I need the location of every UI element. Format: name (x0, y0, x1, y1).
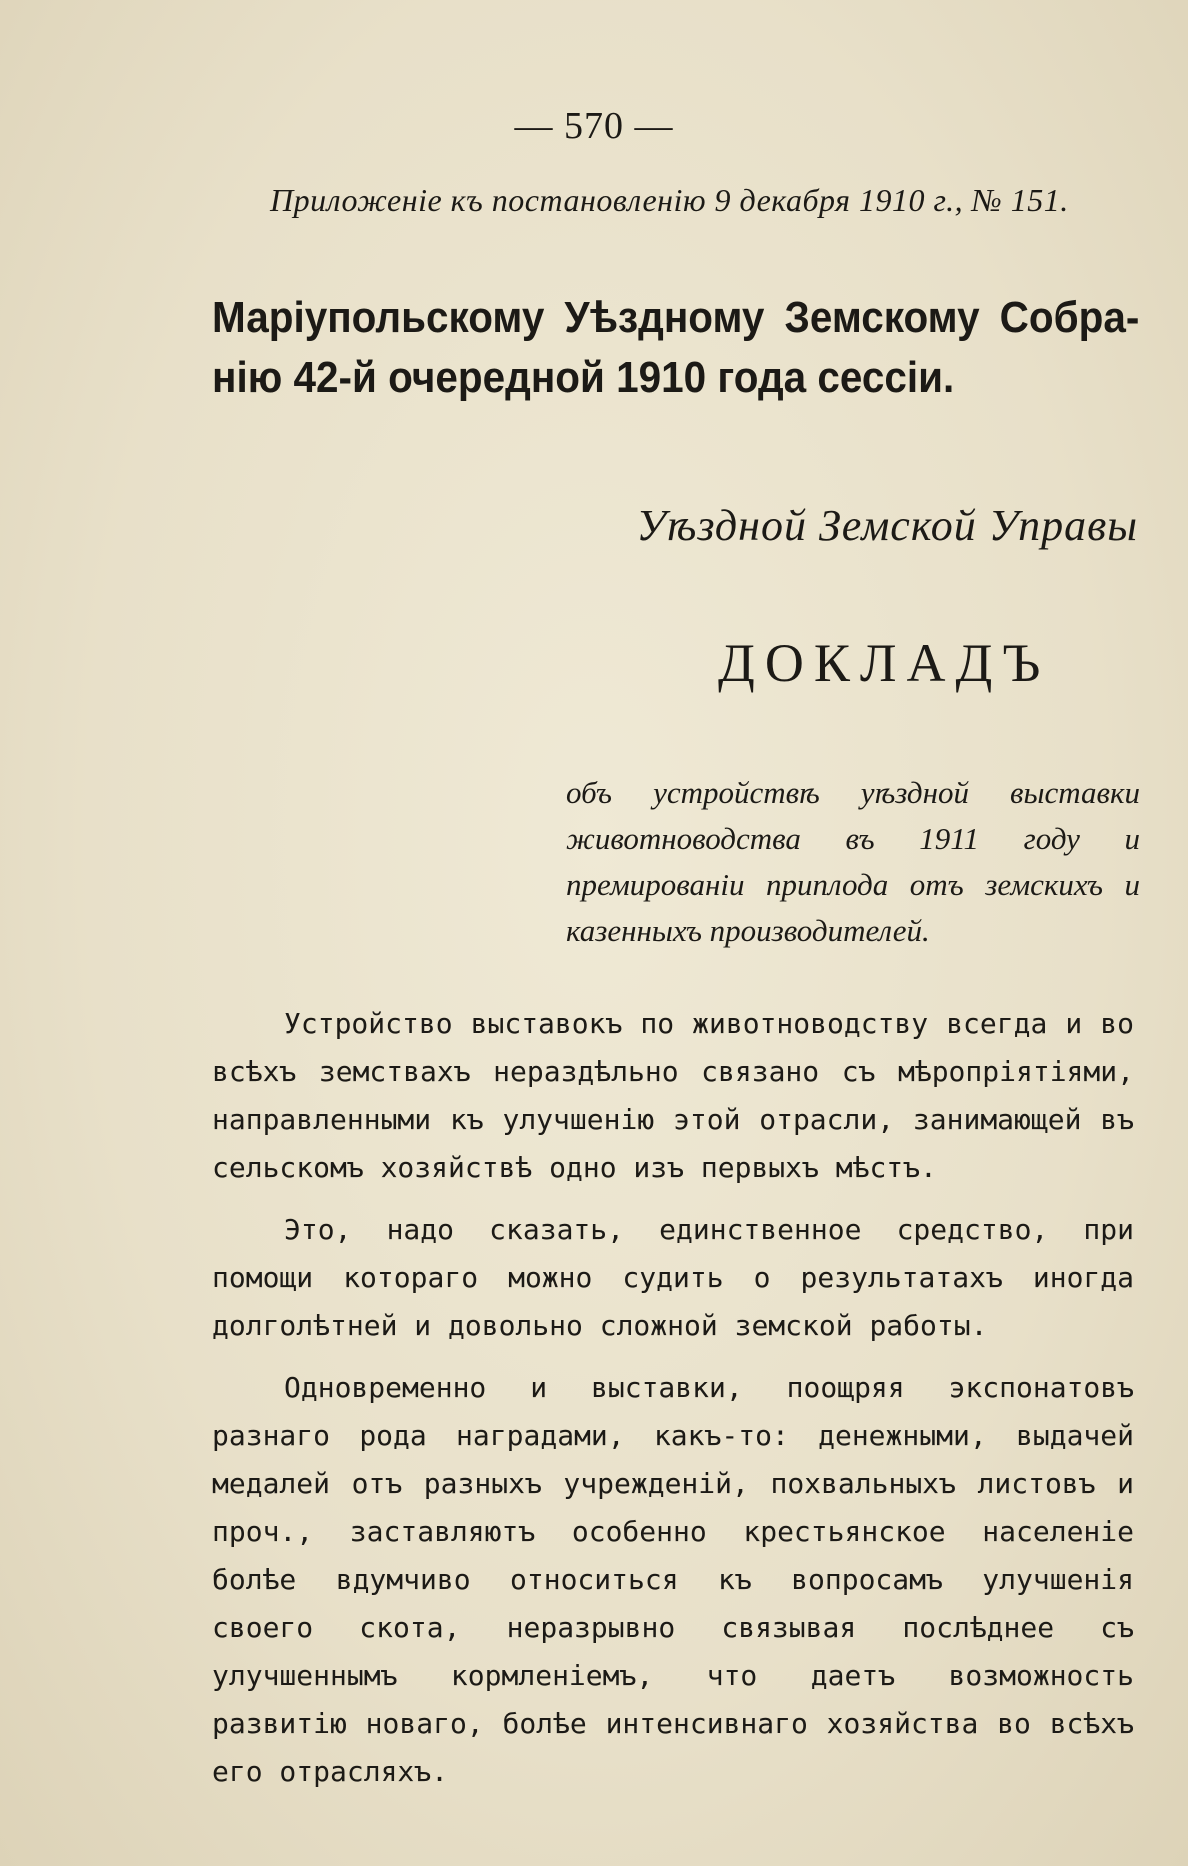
addressee-heading-line-2: нію 42-й очередной 1910 года сессіи. (212, 353, 955, 402)
body-text (212, 1000, 1134, 1810)
page-number: — 570 — (514, 105, 674, 147)
report-subject: объ устройствѣ уѣздной выставки животноводства въ 1911 году и премированіи приплода отъ земскихъ и казенныхъ производителей. (566, 775, 1140, 948)
report-title: ДОКЛАДЪ (718, 633, 1051, 693)
paragraph: Это, надо сказать, единственное средство, при помощи котораго можно судить о результатахъ иногда долголѣтней и довольно сложной земской работы. (212, 1213, 1134, 1342)
addressee-heading-line-1: Маріупольскому Уѣздному Земскому Собра- (212, 293, 1140, 342)
issuer-subheading: Уѣздной Земской Управы (636, 501, 1138, 550)
appendix-note: Приложеніе къ постановленію 9 декабря 1910 г., № 151. (270, 182, 1069, 218)
paragraph: Одновременно и выставки, поощряя экспонатовъ разнаго рода наградами, какъ-то: денежными, выдачей медалей отъ разныхъ учрежденій, похвальныхъ листовъ и проч., заставляютъ особенно крестьянское населеніе болѣе вдумчиво относиться къ вопросамъ улучшенія своего скота, неразрывно связывая послѣднее съ улучшеннымъ кормленіемъ, что даетъ возможность развитію новаго, болѣе интенсивнаго хозяйства во всѣхъ его отрасляхъ. (212, 1371, 1134, 1788)
addressee-heading (212, 288, 1140, 408)
paragraph: Устройство выставокъ по животноводству всегда и во всѣхъ земствахъ нераздѣльно связано съ мѣропріятіями, направленными къ улучшенію этой отрасли, занимающей въ сельскомъ хозяйствѣ одно изъ первыхъ мѣстъ. (212, 1007, 1134, 1184)
